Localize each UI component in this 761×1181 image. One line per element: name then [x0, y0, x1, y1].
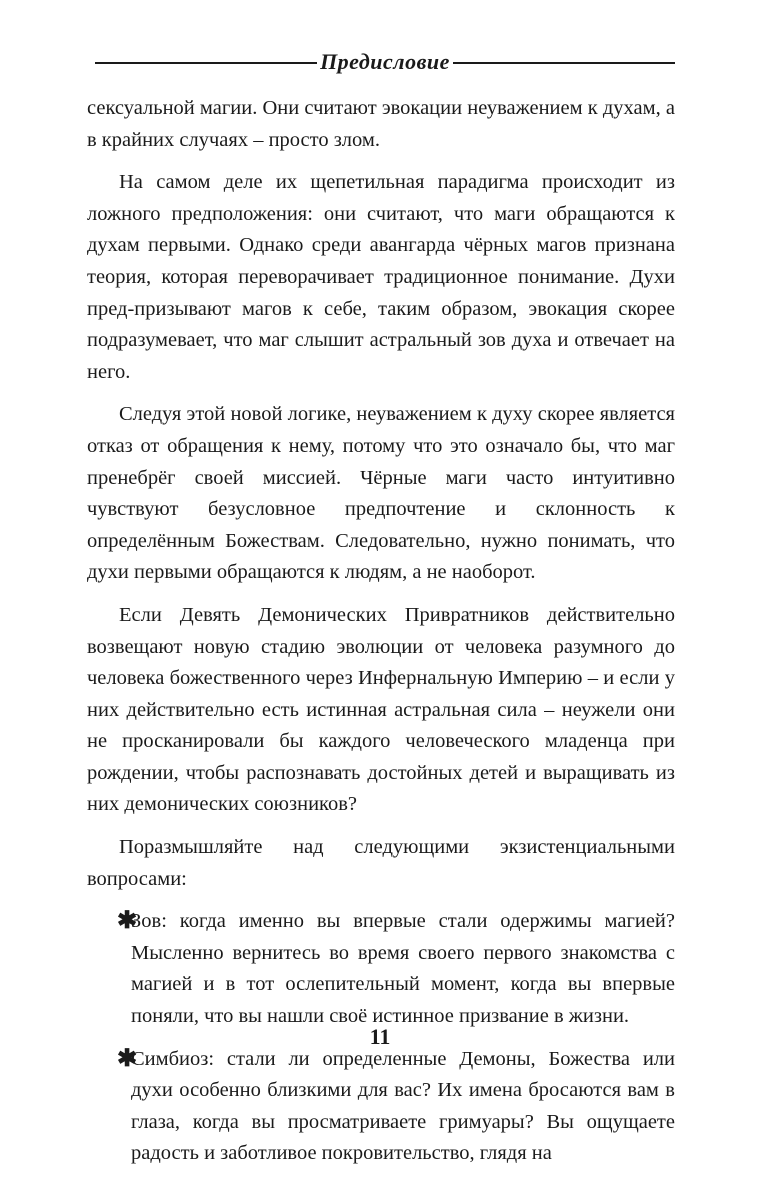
paragraph-3: Следуя этой новой логике, неуважением к духу скорее является отказ от обращения к нему, потому что это означало бы, что маг пренебрёг своей миссией. Чёрные маги часто интуитивно чувствуют безусловное предпочтение и склонность к определённым Божествам. Следовательно, нужно понимать, что духи первыми обращаются к людям, а не наоборот. — [87, 403, 675, 584]
paragraph-4: Если Девять Демонических Привратников действительно возвещают новую стадию эволюции от человека разумного до человека божественного через Инфернальную Империю – и если у них действительно есть истинная астральная сила – неужели они не просканировали бы каждого человеческого младенца при рождении, чтобы распознавать достойных детей и выращивать из них демонических союзников? — [87, 603, 675, 816]
bullet-item-call — [87, 906, 675, 1032]
paragraph-5: Поразмышляйте над следующими экзистенциальными вопросами: — [87, 836, 675, 890]
bullet-text: Симбиоз: стали ли определенные Демоны, Божества или духи особенно близкими для вас? Их имена бросаются вам в глаза, когда вы просматриваете гримуары? Вы ощущаете радость и заботливое покровительство, глядя на — [131, 1047, 675, 1165]
asterisk-bullet-icon: ✱ — [117, 1045, 138, 1072]
bullet-item-symbiosis — [87, 1044, 675, 1170]
bullet-text: Зов: когда именно вы впервые стали одержимы магией? Мысленно вернитесь во время своего первого знакомства с магией и в тот ослепительный момент, когда вы впервые поняли, что вы нашли своё истинное призвание в жизни. — [131, 910, 675, 1028]
page-number: 11 — [369, 1024, 391, 1049]
header-rule-left — [95, 62, 317, 64]
page-body — [87, 93, 675, 1181]
paragraph-2: На самом деле их щепетильная парадигма происходит из ложного предположения: они считают, что маги обращаются к духам первыми. Однако среди авангарда чёрных магов признана теория, которая переворачивает традиционное понимание. Духи пред-призывают магов к себе, таким образом, эвокация скорее подразумевает, что маг слышит астральный зов духа и отвечает на него. — [87, 171, 675, 383]
chapter-title: Предисловие — [320, 49, 450, 74]
paragraph-1: сексуальной магии. Они считают эвокации неуважением к духам, а в крайних случаях – просто злом. — [87, 97, 675, 151]
running-header — [95, 40, 675, 84]
asterisk-bullet-icon: ✱ — [117, 908, 138, 935]
header-rule-right — [453, 62, 675, 64]
